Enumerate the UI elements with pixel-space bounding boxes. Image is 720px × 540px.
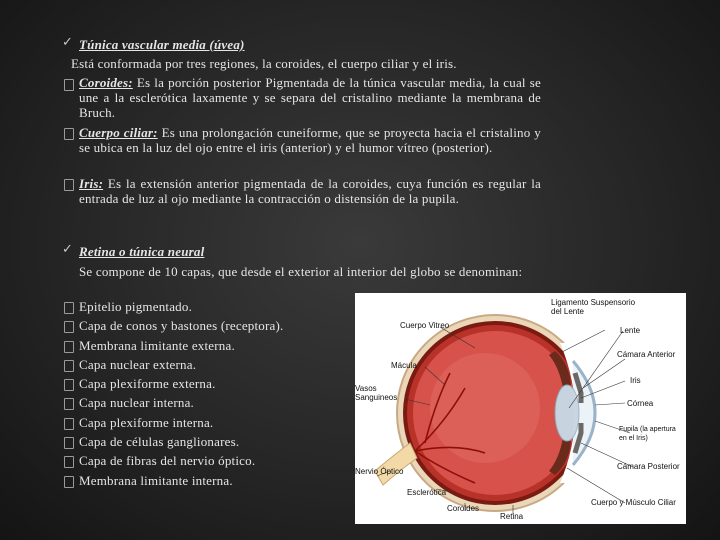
bullet-box-icon bbox=[64, 79, 74, 91]
label-vasos: Vasos Sanguineos bbox=[355, 384, 398, 402]
list-item: Membrana limitante interna. bbox=[60, 473, 350, 492]
list-item: Membrana limitante externa. bbox=[60, 338, 350, 357]
bullet-box-icon bbox=[64, 179, 74, 191]
list-item: Capa nuclear interna. bbox=[60, 395, 350, 414]
list-item: Epitelio pigmentado. bbox=[60, 299, 350, 318]
label-ligamento: Ligamento Suspensorio del Lente bbox=[551, 298, 636, 316]
bullet-box-icon bbox=[64, 476, 74, 488]
list-item: Capa de células ganglionares. bbox=[60, 434, 350, 453]
bullet-box-icon bbox=[64, 128, 74, 140]
iris-text: Es la extensión anterior pigmentada de la coroides, cuya función es regular la entrada de luz al ojo mediante la contracción o distensión de la pupila. bbox=[79, 176, 542, 207]
list-item: Capa plexiforme interna. bbox=[60, 415, 350, 434]
coroides-item bbox=[79, 75, 541, 121]
iris-item bbox=[79, 176, 541, 206]
cuerpo-ciliar-item bbox=[79, 125, 541, 155]
bullet-box-icon bbox=[64, 456, 74, 468]
bullet-box-icon bbox=[64, 302, 74, 314]
label-coroides: Coroides bbox=[447, 504, 480, 513]
bullet-box-icon bbox=[64, 379, 74, 391]
eye-illustration bbox=[355, 293, 686, 524]
section1-intro: Está conformada por tres regiones, la coroides, el cuerpo ciliar y el iris. bbox=[71, 56, 457, 71]
label-lente: Lente bbox=[620, 326, 641, 335]
section1-title: Túnica vascular media (úvea) bbox=[79, 37, 245, 52]
checkmark-icon: ✓ bbox=[62, 242, 73, 257]
list-item: Capa plexiforme externa. bbox=[60, 376, 350, 395]
label-esclerotica: Esclerótica bbox=[407, 488, 447, 497]
list-item: Capa de fibras del nervio óptico. bbox=[60, 453, 350, 472]
label-cuerpo-musculo: Cuerpo y Músculo Ciliar bbox=[591, 498, 676, 507]
bullet-box-icon bbox=[64, 360, 74, 372]
retina-layers-list bbox=[60, 299, 350, 492]
bullet-box-icon bbox=[64, 437, 74, 449]
cuerpo-ciliar-text: Es una prolongación cuneiforme, que se proyecta hacia el cristalino y se ubica en la luz del ojo entre el iris (anterior) y el humor vítreo (posterior). bbox=[79, 125, 541, 156]
bullet-box-icon bbox=[64, 341, 74, 353]
bullet-box-icon bbox=[64, 398, 74, 410]
label-iris: Iris bbox=[630, 376, 641, 385]
coroides-term: Coroides: bbox=[79, 75, 133, 90]
coroides-text: Es la porción posterior Pigmentada de la túnica vascular media, la cual se une a la esclerótica laxamente y se separa del cristalino mediante la membrana de Bruch. bbox=[79, 75, 541, 121]
label-fupila: Fupila (la apertura en el Iris) bbox=[619, 426, 676, 442]
label-cornea: Córnea bbox=[627, 399, 654, 408]
iris-term: Iris: bbox=[79, 176, 104, 191]
label-macula: Mácula bbox=[391, 361, 417, 370]
checkmark-icon: ✓ bbox=[62, 35, 73, 50]
cuerpo-ciliar-term: Cuerpo ciliar: bbox=[79, 125, 158, 140]
bullet-box-icon bbox=[64, 418, 74, 430]
label-retina: Retina bbox=[500, 512, 524, 521]
label-camara-posterior: Cámara Posterior bbox=[617, 462, 680, 471]
label-cuerpo-vitreo: Cuerpo Vitreo bbox=[400, 321, 450, 330]
section2-title: Retina o túnica neural bbox=[79, 244, 205, 259]
bullet-box-icon bbox=[64, 321, 74, 333]
list-item: Capa nuclear externa. bbox=[60, 357, 350, 376]
list-item: Capa de conos y bastones (receptora). bbox=[60, 318, 350, 337]
label-nervio: Nervio Óptico bbox=[355, 467, 404, 476]
label-camara-anterior: Cámara Anterior bbox=[617, 350, 676, 359]
section2-intro: Se compone de 10 capas, que desde el exterior al interior del globo se denominan: bbox=[79, 264, 523, 279]
eye-anatomy-diagram bbox=[355, 293, 686, 524]
